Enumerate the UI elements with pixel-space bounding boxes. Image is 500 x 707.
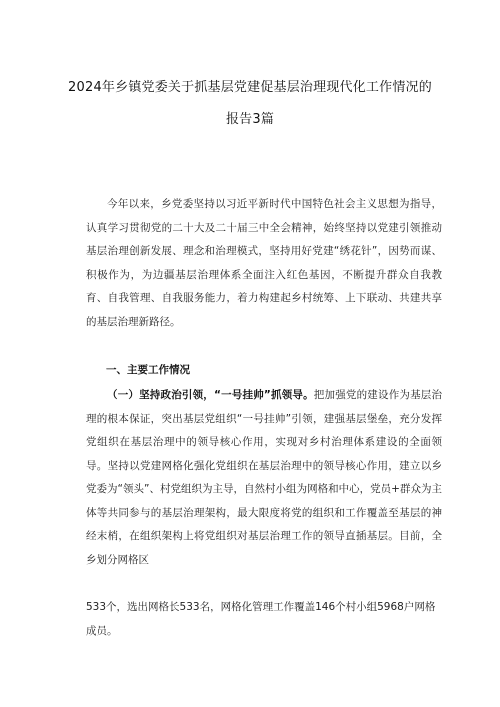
section-1-line-a: 533个，选出网格长533名，网格化管理工作覆盖146个村小组5968户网格	[86, 601, 436, 613]
sub-heading: （一）坚持政治引领，“一号挂帅”抓领导。	[107, 389, 314, 401]
section-1-line-b: 成员。	[86, 625, 118, 637]
document-title-line-1: 2024年乡镇党委关于抓基层党建促基层治理现代化工作情况的	[68, 80, 432, 95]
section-1-text: 把加强党的建设作为基层治理的根本保证，突出基层党组织“一号挂帅”引领，建强基层堡垒，充分发挥党组织在基层治理中的领导核心作用，实现对乡村治理体系建设的全面领导。坚持以党建网格化强化党组织在基层治理中的领导核心作用，建立以乡党委为“领头”、村党组织为主导，自然村小组为网格和中心，党员+群众为主体等共同参与的基层治理架构，最大限度将党的组织和工作覆盖至基层的神经末梢，在组织架构上将党组织对基层治理工作的领导直插基层。目前，全乡划分网格区	[86, 389, 442, 566]
intro-paragraph-block	[86, 193, 442, 334]
section-1-paragraph	[86, 384, 442, 572]
section-heading: 一、主要工作情况	[106, 364, 190, 376]
intro-paragraph: 今年以来，乡党委坚持以习近平新时代中国特色社会主义思想为指导，认真学习贯彻党的二十大及二十届三中全会精神，始终坚持以党建引领推动基层治理创新发展、理念和治理模式，坚持用好党建“绣花针”，因势而谋、积极作为，为边疆基层治理体系全面注入红色基因，不断提升群众自我教育、自我管理、自我服务能力，着力构建起乡村统筹、上下联动、共建共享的基层治理新路径。	[86, 198, 442, 328]
document-title-line-2: 报告3篇	[225, 112, 275, 127]
section-1-paragraph-block	[86, 384, 442, 572]
